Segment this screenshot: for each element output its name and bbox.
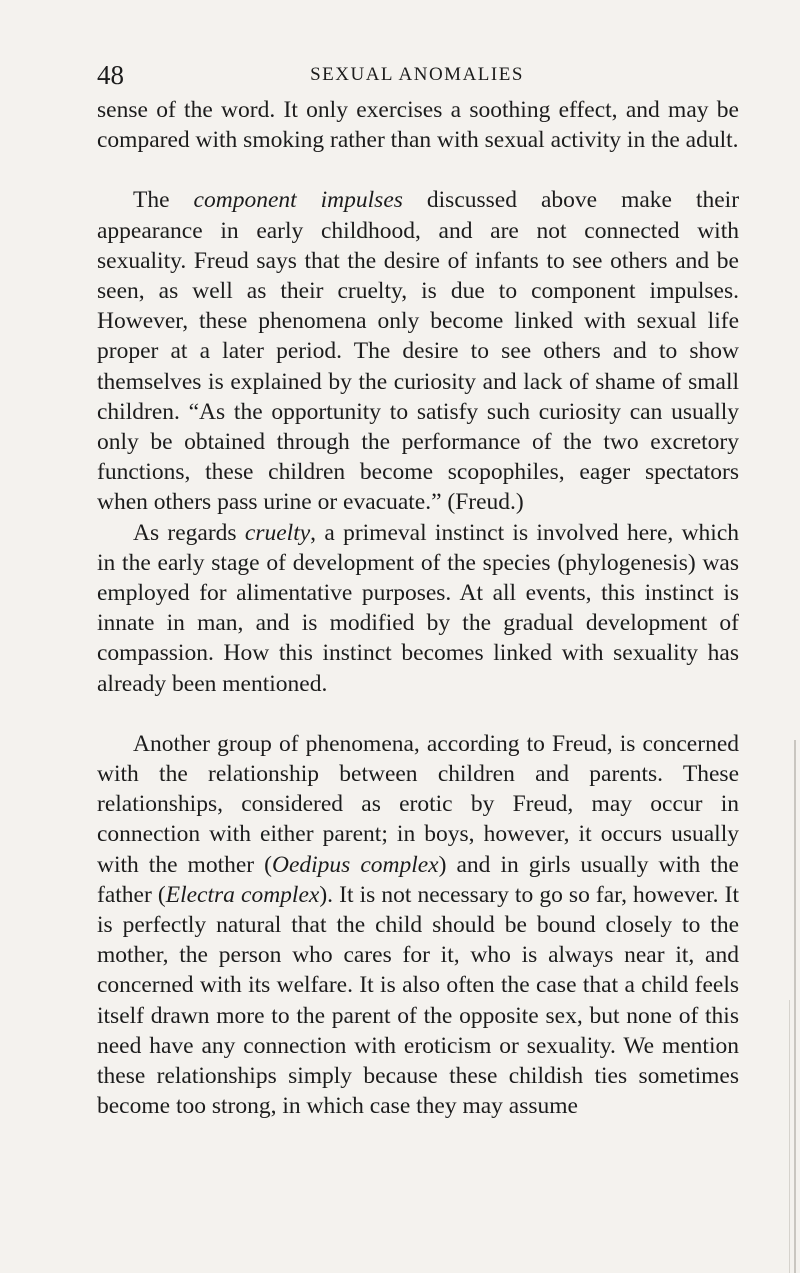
paragraph-4 [97, 729, 739, 1122]
paragraph-4-part-b: ) and in girls usually with the father ( [97, 851, 739, 908]
paragraph-2-body: discussed above make their appearance in early childhood, and are not connected with sexuality. Freud says that the desire of infants to see others and be seen, as well as their cruelty, is due to component impulses. However, these phenomena only become linked with sexual life proper at a later period. The desire to see others and to show themselves is explained by the curiosity and lack of shame of small children. “As the opportunity to satisfy such curiosity can usually only be obtained through the performance of the two excretory functions, these children become scopophiles, eager spectators when others pass urine or evacuate.” (Freud.) [97, 187, 740, 516]
paragraph-1 [97, 95, 739, 155]
page-edge-line [794, 740, 796, 1273]
page-header [97, 58, 737, 92]
paragraph-2 [97, 185, 739, 517]
paragraph-4-part-c: ). It is not necessary to go so far, however. It is perfectly natural that the child should be bound closely to the mother, the person who cares for it, who is always near it, and concerned with its welfare. It is also often the case that a child feels itself drawn more to the parent of the opposite sex, but none of this need have any connection with eroticism or sexuality. We mention these relationships simply because these childish ties sometimes become too strong, in which case they may assume [97, 881, 739, 1120]
paragraph-4-part-a: Another group of phenomena, according to Freud, is concerned with the relationship between children and parents. These relationships, considered as erotic by Freud, may occur in connection with either parent; in boys, however, it occurs usually with the mother ( [97, 730, 739, 878]
page-edge-line-inner [789, 1000, 790, 1273]
term-cruelty: cruelty [244, 519, 311, 546]
body-text [97, 95, 739, 1122]
running-title: SEXUAL ANOMALIES [310, 64, 524, 85]
term-electra-complex: Electra complex [165, 881, 320, 908]
term-component-impulses: component impulses [193, 187, 403, 214]
paragraph-3-intro: As regards [133, 519, 237, 546]
paragraph-3 [97, 518, 739, 699]
page-number: 48 [97, 60, 124, 90]
term-oedipus-complex: Oedipus complex [271, 851, 439, 878]
paragraph-3-body: , a primeval instinct is involved here, which in the early stage of development of the species (phylogenesis) was employed for alimentative purposes. At all events, this instinct is innate in man, and is modified by the gradual development of compassion. How this instinct becomes linked with sexuality has already been mentioned. [97, 519, 739, 697]
paragraph-1-text: sense of the word. It only exercises a soothing effect, and may be compared with smoking rather than with sexual activity in the adult. [97, 97, 739, 154]
paragraph-2-intro: The [133, 187, 170, 214]
